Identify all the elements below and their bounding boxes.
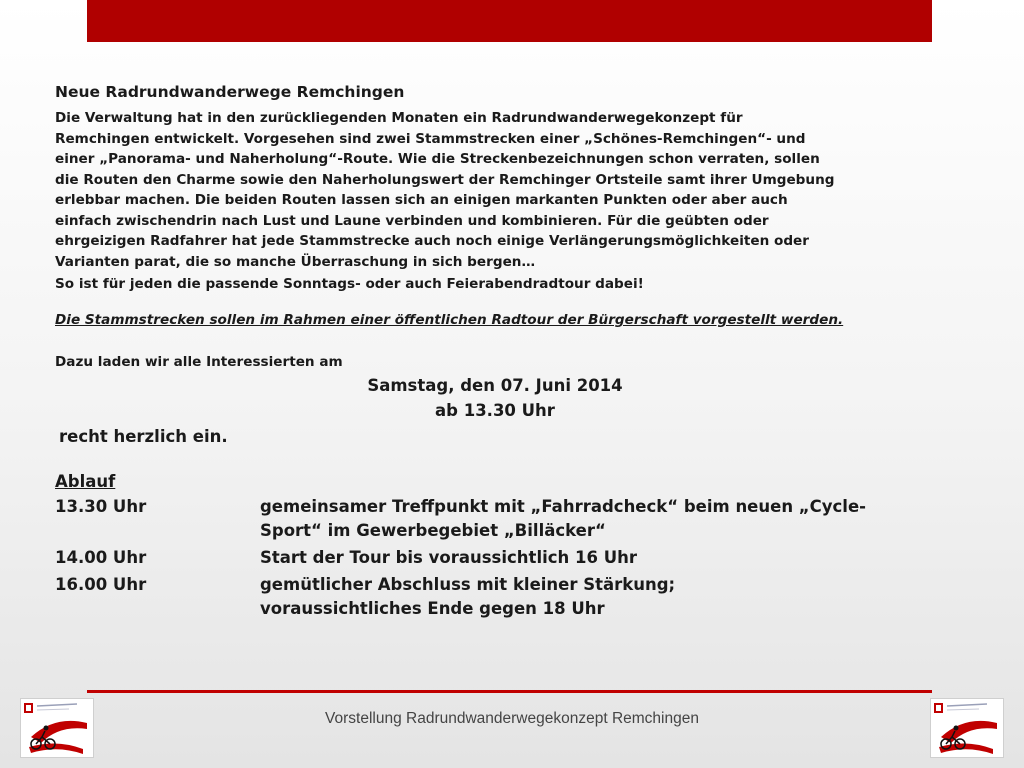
schedule-line: gemeinsamer Treffpunkt mit „Fahrradcheck“ beim neuen „Cycle- [260,497,866,516]
schedule-description [260,573,920,621]
closing-sentence: So ist für jeden die passende Sonntags- oder auch Feierabendradtour dabei! [55,276,644,292]
body-line: einfach zwischendrin nach Lust und Laune verbinden und kombinieren. Für die geübten oder [55,212,769,229]
footer-caption: Vorstellung Radrundwanderwegekonzept Remchingen [325,710,699,727]
body-line: erlebbar machen. Die beiden Routen lassen sich an einigen markanten Punkten oder aber auch [55,192,788,208]
event-time: ab 13.30 Uhr [435,401,555,420]
body-line: Varianten parat, die so manche Überraschung in sich bergen… [55,253,536,270]
top-accent-bar [87,0,932,42]
cyclist-logo-icon [930,698,1004,758]
announcement: Die Stammstrecken sollen im Rahmen einer öffentlichen Radtour der Bürgerschaft vorgestellt werden. [55,312,844,328]
slide-content [55,83,935,621]
invitation-text: Dazu laden wir alle Interessierten am [55,354,343,370]
schedule-row [55,573,935,621]
body-line: ehrgeizigen Radfahrer hat jede Stammstrecke auch noch einige Verlängerungsmöglichkeiten oder [55,233,809,249]
schedule-description [260,546,920,570]
schedule-line: voraussichtliches Ende gegen 18 Uhr [260,599,605,618]
schedule-heading: Ablauf [55,472,116,491]
welcome-text: recht herzlich ein. [59,427,228,446]
body-paragraph [55,108,935,272]
event-date: Samstag, den 07. Juni 2014 [367,376,623,395]
schedule-time: 14.00 Uhr [55,548,147,567]
schedule-line: Start der Tour bis voraussichtlich 16 Uhr [260,548,638,567]
body-line: Die Verwaltung hat in den zurückliegenden Monaten ein Radrundwanderwegekonzept für [55,110,743,126]
schedule-line: gemütlicher Abschluss mit kleiner Stärkung; [260,575,676,594]
schedule-line: Sport“ im Gewerbegebiet „Billäcker“ [260,521,606,540]
footer-divider [87,690,932,693]
schedule-time: 13.30 Uhr [55,497,147,516]
body-line: Remchingen entwickelt. Vorgesehen sind zwei Stammstrecken einer „Schönes-Remchingen“- und [55,130,806,147]
schedule-row [55,495,935,543]
schedule-time: 16.00 Uhr [55,575,147,594]
slide-title: Neue Radrundwanderwege Remchingen [55,83,405,101]
cyclist-logo-icon [20,698,94,758]
schedule-description [260,495,920,543]
schedule-row [55,546,935,570]
schedule [55,495,935,621]
body-line: die Routen den Charme sowie den Naherholungswert der Remchinger Ortsteile samt ihrer Umgebung [55,171,835,188]
body-line: einer „Panorama- und Naherholung“-Route. Wie die Streckenbezeichnungen schon verraten, sollen [55,151,820,167]
